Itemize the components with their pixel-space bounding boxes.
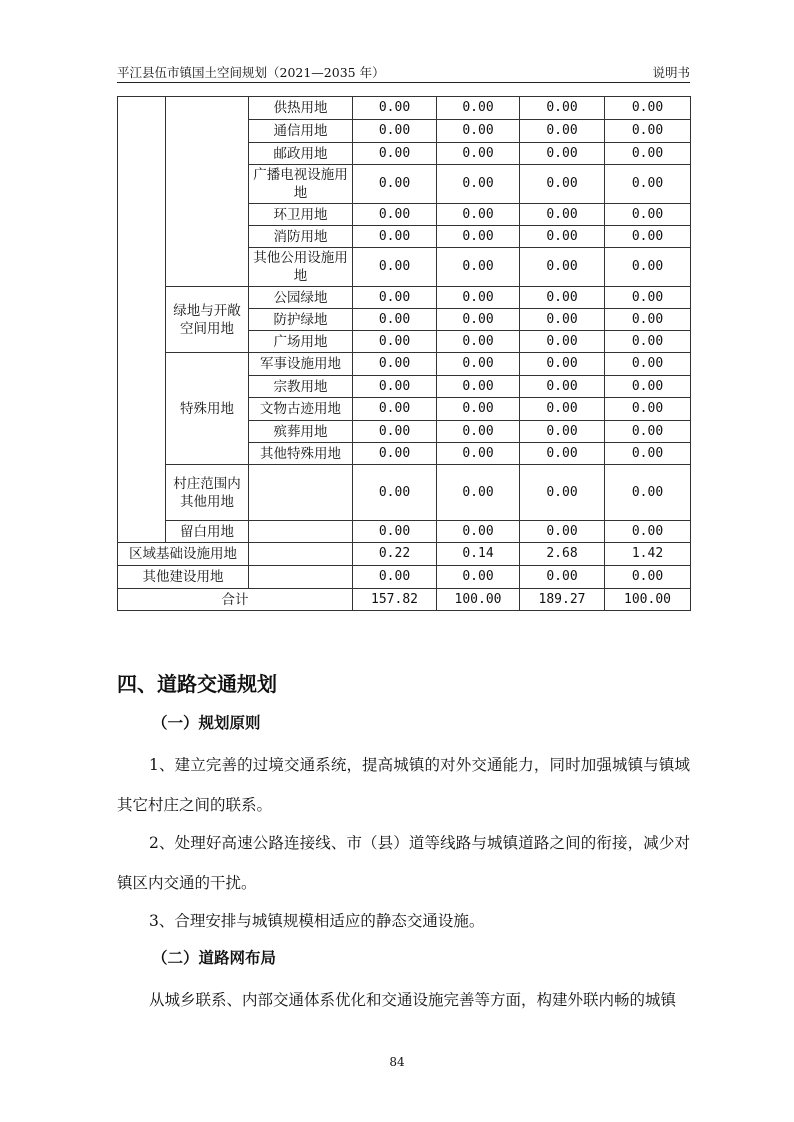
header-divider	[117, 82, 690, 83]
value-cell: 189.27	[520, 589, 605, 611]
value-cell: 0.00	[605, 165, 691, 204]
land-type-cell: 文物古迹用地	[249, 398, 353, 421]
value-cell: 0.00	[520, 421, 605, 443]
value-cell: 0.00	[437, 165, 520, 204]
value-cell: 0.00	[353, 120, 437, 143]
subcategory-cell: 绿地与开敞空间用地	[166, 287, 249, 353]
land-type-cell: 邮政用地	[249, 143, 353, 165]
table-row	[118, 589, 691, 611]
section-heading: 四、道路交通规划	[117, 672, 277, 696]
value-cell: 100.00	[437, 589, 520, 611]
value-cell: 0.00	[520, 226, 605, 248]
land-type-cell: 殡葬用地	[249, 421, 353, 443]
value-cell: 0.00	[520, 521, 605, 543]
table-row	[118, 566, 691, 589]
land-type-cell: 宗教用地	[249, 376, 353, 398]
value-cell: 0.00	[605, 248, 691, 287]
value-cell: 0.00	[437, 376, 520, 398]
value-cell: 0.00	[353, 353, 437, 376]
value-cell: 0.00	[437, 398, 520, 421]
land-type-cell	[249, 465, 353, 521]
value-cell: 0.00	[437, 331, 520, 353]
paragraph: 2、处理好高速公路连接线、市（县）道等线路与城镇道路之间的衔接，减少对镇区内交通的干扰。	[117, 834, 690, 892]
value-cell: 0.00	[605, 353, 691, 376]
land-use-table	[117, 96, 691, 611]
value-cell: 0.00	[353, 97, 437, 120]
table-row	[118, 465, 691, 521]
value-cell: 0.00	[605, 204, 691, 226]
value-cell: 0.00	[353, 465, 437, 521]
table-row	[118, 353, 691, 376]
value-cell: 0.00	[437, 353, 520, 376]
value-cell: 0.00	[520, 331, 605, 353]
value-cell: 0.00	[353, 204, 437, 226]
paragraph: 3、合理安排与城镇规模相适应的静态交通设施。	[149, 912, 485, 930]
paragraph: 1、建立完善的过境交通系统，提高城镇的对外交通能力，同时加强城镇与镇域其它村庄之间的联系。	[117, 756, 690, 814]
value-cell: 0.00	[437, 309, 520, 331]
value-cell: 0.00	[437, 566, 520, 589]
land-type-cell: 环卫用地	[249, 204, 353, 226]
value-cell: 0.22	[353, 543, 437, 566]
land-type-cell: 其他特殊用地	[249, 443, 353, 465]
value-cell: 0.00	[605, 421, 691, 443]
value-cell: 0.00	[520, 398, 605, 421]
value-cell: 0.00	[605, 443, 691, 465]
value-cell: 0.00	[437, 248, 520, 287]
subcategory-cell	[166, 97, 249, 287]
value-cell: 0.00	[353, 398, 437, 421]
value-cell: 0.00	[520, 204, 605, 226]
value-cell: 0.00	[437, 120, 520, 143]
value-cell: 0.00	[605, 309, 691, 331]
category-cell: 其他建设用地	[118, 566, 249, 589]
value-cell: 0.00	[520, 143, 605, 165]
value-cell: 0.00	[437, 443, 520, 465]
value-cell: 0.00	[353, 309, 437, 331]
page-number: 84	[389, 1055, 405, 1069]
value-cell: 0.00	[353, 287, 437, 309]
value-cell: 0.00	[605, 143, 691, 165]
value-cell: 0.14	[437, 543, 520, 566]
value-cell: 0.00	[605, 465, 691, 521]
value-cell: 0.00	[605, 331, 691, 353]
land-type-cell: 公园绿地	[249, 287, 353, 309]
value-cell: 0.00	[605, 226, 691, 248]
value-cell: 0.00	[437, 287, 520, 309]
value-cell: 0.00	[605, 120, 691, 143]
table-row	[118, 521, 691, 543]
value-cell: 100.00	[605, 589, 691, 611]
header-doc-type: 说明书	[652, 65, 690, 80]
value-cell: 0.00	[520, 376, 605, 398]
value-cell: 0.00	[437, 421, 520, 443]
value-cell: 1.42	[605, 543, 691, 566]
table-row	[118, 97, 691, 120]
value-cell: 0.00	[353, 331, 437, 353]
value-cell: 0.00	[605, 97, 691, 120]
table-row	[118, 543, 691, 566]
land-type-cell: 防护绿地	[249, 309, 353, 331]
value-cell: 0.00	[437, 97, 520, 120]
value-cell: 0.00	[605, 287, 691, 309]
value-cell: 0.00	[605, 376, 691, 398]
value-cell: 0.00	[353, 226, 437, 248]
value-cell: 0.00	[520, 566, 605, 589]
subsection-heading: （一）规划原则	[152, 714, 261, 732]
value-cell: 0.00	[353, 443, 437, 465]
value-cell: 0.00	[520, 287, 605, 309]
value-cell: 0.00	[520, 443, 605, 465]
value-cell: 157.82	[353, 589, 437, 611]
value-cell: 0.00	[520, 97, 605, 120]
table-row	[118, 287, 691, 309]
land-type-cell: 广场用地	[249, 331, 353, 353]
value-cell: 0.00	[353, 143, 437, 165]
value-cell: 0.00	[437, 226, 520, 248]
value-cell: 0.00	[437, 143, 520, 165]
value-cell: 0.00	[353, 421, 437, 443]
category-cell: 区域基础设施用地	[118, 543, 249, 566]
value-cell: 0.00	[353, 165, 437, 204]
land-type-cell	[249, 521, 353, 543]
subcategory-cell: 留白用地	[166, 521, 249, 543]
subcategory-cell: 村庄范围内其他用地	[166, 465, 249, 521]
value-cell: 0.00	[353, 521, 437, 543]
value-cell: 0.00	[605, 398, 691, 421]
land-type-cell: 其他公用设施用地	[249, 248, 353, 287]
land-type-cell: 消防用地	[249, 226, 353, 248]
value-cell: 0.00	[353, 566, 437, 589]
total-label-cell: 合计	[118, 589, 353, 611]
paragraph: 从城乡联系、内部交通体系优化和交通设施完善等方面，构建外联内畅的城镇	[149, 991, 677, 1009]
category-cell	[118, 97, 166, 543]
land-type-cell: 军事设施用地	[249, 353, 353, 376]
land-type-cell: 通信用地	[249, 120, 353, 143]
value-cell: 0.00	[520, 309, 605, 331]
land-type-cell: 广播电视设施用地	[249, 165, 353, 204]
value-cell: 0.00	[437, 465, 520, 521]
value-cell: 0.00	[605, 521, 691, 543]
value-cell: 2.68	[520, 543, 605, 566]
value-cell: 0.00	[437, 521, 520, 543]
value-cell: 0.00	[520, 353, 605, 376]
subsection-heading: （二）道路网布局	[152, 949, 277, 967]
land-type-cell	[249, 543, 353, 566]
value-cell: 0.00	[353, 248, 437, 287]
value-cell: 0.00	[520, 465, 605, 521]
land-type-cell: 供热用地	[249, 97, 353, 120]
header-title: 平江县伍市镇国土空间规划（2021—2035 年）	[117, 65, 385, 80]
value-cell: 0.00	[353, 376, 437, 398]
value-cell: 0.00	[520, 248, 605, 287]
value-cell: 0.00	[437, 204, 520, 226]
value-cell: 0.00	[520, 165, 605, 204]
value-cell: 0.00	[605, 566, 691, 589]
land-type-cell	[249, 566, 353, 589]
subcategory-cell: 特殊用地	[166, 353, 249, 465]
value-cell: 0.00	[520, 120, 605, 143]
